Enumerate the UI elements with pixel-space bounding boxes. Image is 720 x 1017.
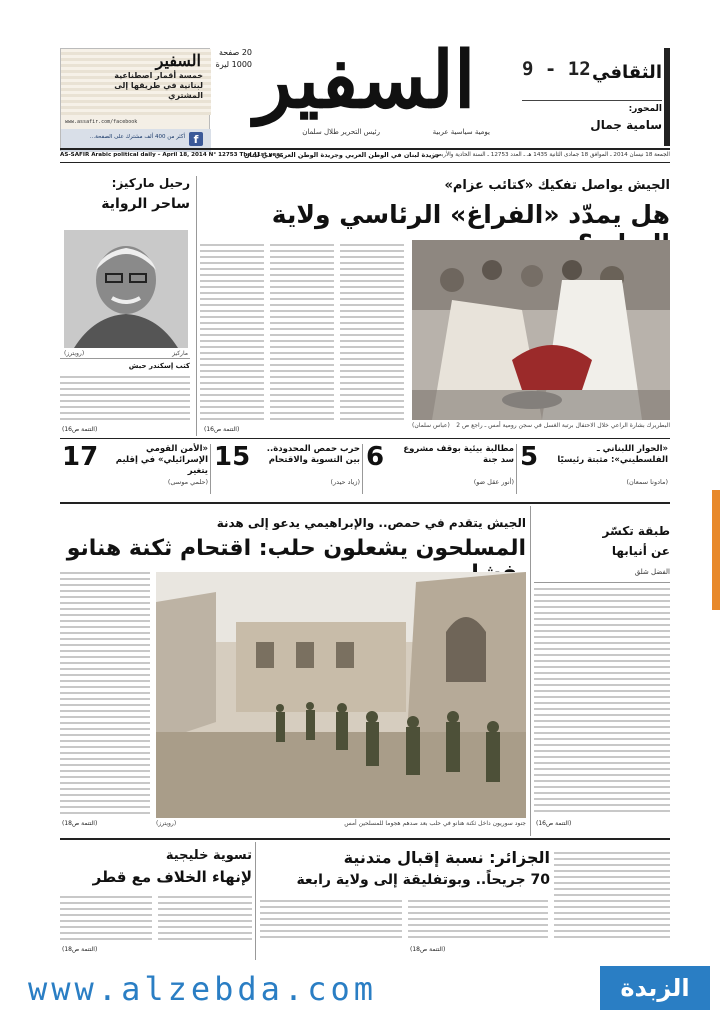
culture-pages: 9 - 12 — [522, 58, 591, 80]
lead-story[interactable] — [200, 174, 670, 436]
column-subtitle: عن أنيابها — [611, 544, 670, 558]
lead-photo-caption: البطريرك بشارة الراعي خلال الاحتفال برتبة الغسل في سجن رومية أمس ـ راجع ص 2 — [456, 422, 670, 429]
sidebar-name: رحيل ماركيز: — [111, 176, 190, 190]
algeria-story[interactable] — [260, 842, 670, 960]
promo-box[interactable] — [60, 48, 210, 151]
slogan: جريدة لبنان في الوطن العربي وجريدة الوطن العربي في لبنان — [244, 151, 440, 159]
gulf-text-col-1 — [60, 892, 152, 944]
price: 1000 ليرة — [215, 60, 252, 69]
tagline: يومية سياسية عربية — [432, 128, 490, 136]
sidebar-author: كتب إسكندر حبش — [128, 362, 190, 370]
promo-url[interactable]: www.assafir.com/facebook — [65, 119, 138, 125]
lead-see-page[interactable]: (التتمة ص16) — [204, 426, 240, 433]
lead-photo — [412, 240, 670, 420]
teaser-item[interactable] — [212, 440, 362, 498]
teaser-title: «الحوار اللبناني ـ الفلسطيني»: مثبتة رئيسيًا — [557, 444, 668, 465]
teaser-number: 5 — [520, 442, 539, 472]
sidebar-credit: (رويترز) — [64, 350, 85, 357]
column-see-page[interactable]: (التتمة ص16) — [536, 820, 572, 827]
promo-logo: السفير — [155, 51, 201, 70]
marquez-sidebar[interactable] — [60, 176, 190, 436]
teaser-title: مطالبة بيئية بوقف مشروع سد جنة — [403, 444, 514, 465]
newspaper-logo: السفير — [254, 35, 476, 126]
teaser-author: (مادونا سمعان) — [626, 478, 668, 486]
algeria-subhead: 70 جريحاً.. وبوتفليقة إلى ولاية رابعة — [296, 872, 550, 888]
gulf-text-col-2 — [158, 892, 252, 944]
page-count: 20 صفحة — [218, 48, 252, 57]
teaser-title: «الأمن القومي الإسرائيلي» في إقليم يتغير — [115, 444, 208, 476]
footer-url[interactable]: www.alzebda.com — [28, 970, 377, 1008]
gulf-see-page[interactable]: (التتمة ص18) — [62, 946, 98, 953]
footer-band — [0, 962, 720, 1017]
editor-in-chief: رئيس التحرير طلال سلمان — [302, 128, 380, 136]
sidebar-see-page[interactable]: (التتمة ص16) — [62, 426, 98, 433]
lead-photo-credit: (عباس سلمان) — [412, 422, 450, 429]
lead-text-col-1 — [200, 240, 264, 424]
lead-text-col-3 — [340, 240, 404, 424]
culture-label: الثقافي — [592, 62, 662, 83]
accent-tab — [712, 490, 720, 610]
gulf-story[interactable] — [60, 842, 252, 960]
sidebar-title: ساحر الرواية — [101, 196, 190, 212]
algeria-text-col-2 — [260, 898, 402, 942]
teaser-item[interactable] — [518, 440, 670, 498]
dateline: الجمعة 18 نيسان 2014 ـ الموافق 18 جمادى الثانية 1435 هـ ـ العدد 12753 ـ السنة الحادية والأربعون — [432, 152, 670, 158]
teaser-item[interactable] — [60, 440, 210, 498]
teaser-title: حرب حمص المحدودة.. بين التسوية والاقتحام — [266, 444, 360, 465]
masthead — [0, 0, 720, 180]
syria-photo-caption: جنود سوريون داخل ثكنة هنانو في حلب بعد صدهم هجوما للمسلحين أمس — [344, 820, 526, 827]
sidebar-photo-label: ماركيز — [172, 350, 188, 357]
promo-facebook-text: أكثر من 400 ألف مشترك على الصفحة... — [89, 134, 185, 140]
column-author: الفضل شلق — [634, 568, 670, 576]
teaser-item[interactable] — [364, 440, 516, 498]
teaser-row — [60, 440, 670, 500]
opinion-column[interactable] — [534, 506, 670, 836]
column-text — [534, 588, 670, 816]
syria-photo — [156, 572, 526, 818]
facebook-icon[interactable]: f — [189, 132, 203, 146]
gulf-kicker: تسوية خليجية — [165, 848, 252, 863]
axis-name: سامية جمال — [590, 118, 662, 132]
marquez-photo — [64, 230, 188, 348]
lead-kicker: الجيش يواصل تفكيك «كتائب عزام» — [444, 178, 670, 193]
syria-text-col — [60, 572, 150, 818]
promo-headline: خمسة أقمار اصطناعية لبنانية في طريقها إلى المشتري — [114, 71, 203, 100]
syria-photo-credit: (رويترز) — [156, 820, 177, 827]
english-dateline: AS-SAFIR Arabic political daily – April 18, 2014 N° 12753 The 41st year — [60, 152, 283, 158]
footer-logo: الزبدة — [600, 966, 710, 1010]
teaser-number: 15 — [214, 442, 251, 472]
column-title: طبقة تكسّر — [602, 524, 670, 538]
teaser-number: 17 — [62, 442, 99, 472]
culture-box[interactable] — [522, 48, 662, 146]
syria-see-page[interactable]: (التتمة ص18) — [62, 820, 98, 827]
teaser-number: 6 — [366, 442, 385, 472]
teaser-author: (أنور عقل ضو) — [473, 478, 514, 486]
algeria-text-col-1 — [554, 848, 670, 942]
algeria-headline: الجزائر: نسبة إقبال متدنية — [343, 848, 550, 867]
culture-bar — [664, 48, 670, 146]
teaser-author: (حلمي موسى) — [167, 478, 208, 486]
lead-text-col-2 — [270, 240, 334, 424]
syria-kicker: الجيش يتقدم في حمص.. والإبراهيمي يدعو إلى هدنة — [216, 516, 526, 530]
lead-headline: هل يمدّد «الفراغ» الرئاسي ولاية — [271, 200, 670, 229]
algeria-text-col-3 — [408, 898, 548, 942]
syria-headline: المسلحون يشعلون حلب: اقتحام ثكنة هنانو — [66, 536, 526, 561]
axis-label: المحور: — [628, 104, 662, 114]
teaser-author: (زياد حيدر) — [330, 478, 360, 486]
syria-story[interactable] — [60, 506, 526, 836]
gulf-headline: لإنهاء الخلاف مع قطر — [92, 868, 252, 886]
algeria-see-page[interactable]: (التتمة ص18) — [410, 946, 446, 953]
